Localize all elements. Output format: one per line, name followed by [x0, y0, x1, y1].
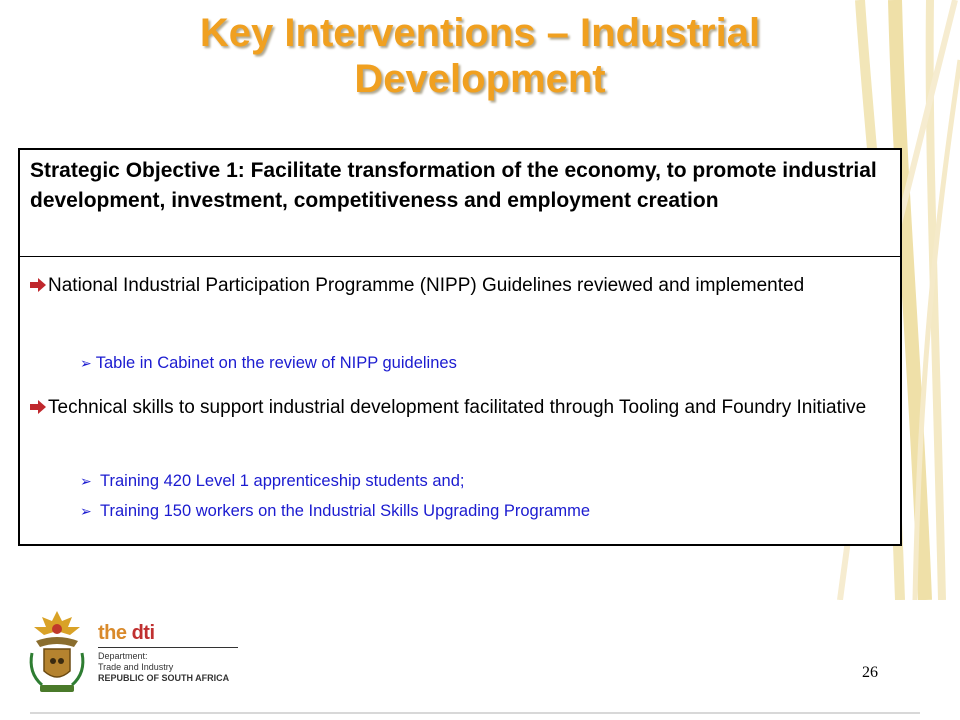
- bullet-text: Technical skills to support industrial development facilitated through Tooling and Foundry Initiative: [48, 397, 867, 418]
- dept-line-3: REPUBLIC OF SOUTH AFRICA: [98, 673, 230, 683]
- sub-bullet-item: [80, 499, 590, 523]
- slide-title: [120, 10, 840, 102]
- title-line-2: Development: [354, 57, 606, 101]
- footer-divider: [30, 712, 920, 714]
- brand-wordmark: [98, 622, 238, 645]
- brand-the: the: [98, 622, 127, 644]
- dept-line-2: Trade and Industry: [98, 662, 174, 672]
- red-arrow-icon: [30, 278, 46, 292]
- strategic-objective-heading: Strategic Objective 1: Facilitate transformation of the economy, to promote industrial development, investment, competitiveness and employment creation: [20, 150, 900, 257]
- chevron-right-icon: ➢: [80, 355, 92, 371]
- bullet-item: [30, 271, 890, 300]
- sub-bullet-text: Training 150 workers on the Industrial Skills Upgrading Programme: [100, 502, 591, 520]
- chevron-right-icon: ➢: [80, 473, 92, 489]
- sub-bullet-text: Training 420 Level 1 apprenticeship students and;: [100, 472, 465, 490]
- sub-bullet-text: Table in Cabinet on the review of NIPP guidelines: [95, 354, 457, 372]
- brand-dti: dti: [131, 622, 155, 644]
- sub-bullet-item: [80, 351, 457, 375]
- bullet-item: [30, 393, 890, 422]
- chevron-right-icon: ➢: [80, 503, 92, 519]
- coat-of-arms-icon: [26, 607, 88, 697]
- objective-box: [18, 148, 902, 546]
- dti-brand: [98, 622, 238, 684]
- brand-divider: [98, 647, 238, 648]
- title-line-1: Key Interventions – Industrial: [199, 11, 761, 55]
- red-arrow-icon: [30, 400, 46, 414]
- bullet-text: National Industrial Participation Programme (NIPP) Guidelines reviewed and implemented: [48, 275, 805, 296]
- dept-line-1: Department:: [98, 651, 148, 661]
- sub-bullet-item: [80, 469, 465, 493]
- page-number: 26: [862, 664, 878, 681]
